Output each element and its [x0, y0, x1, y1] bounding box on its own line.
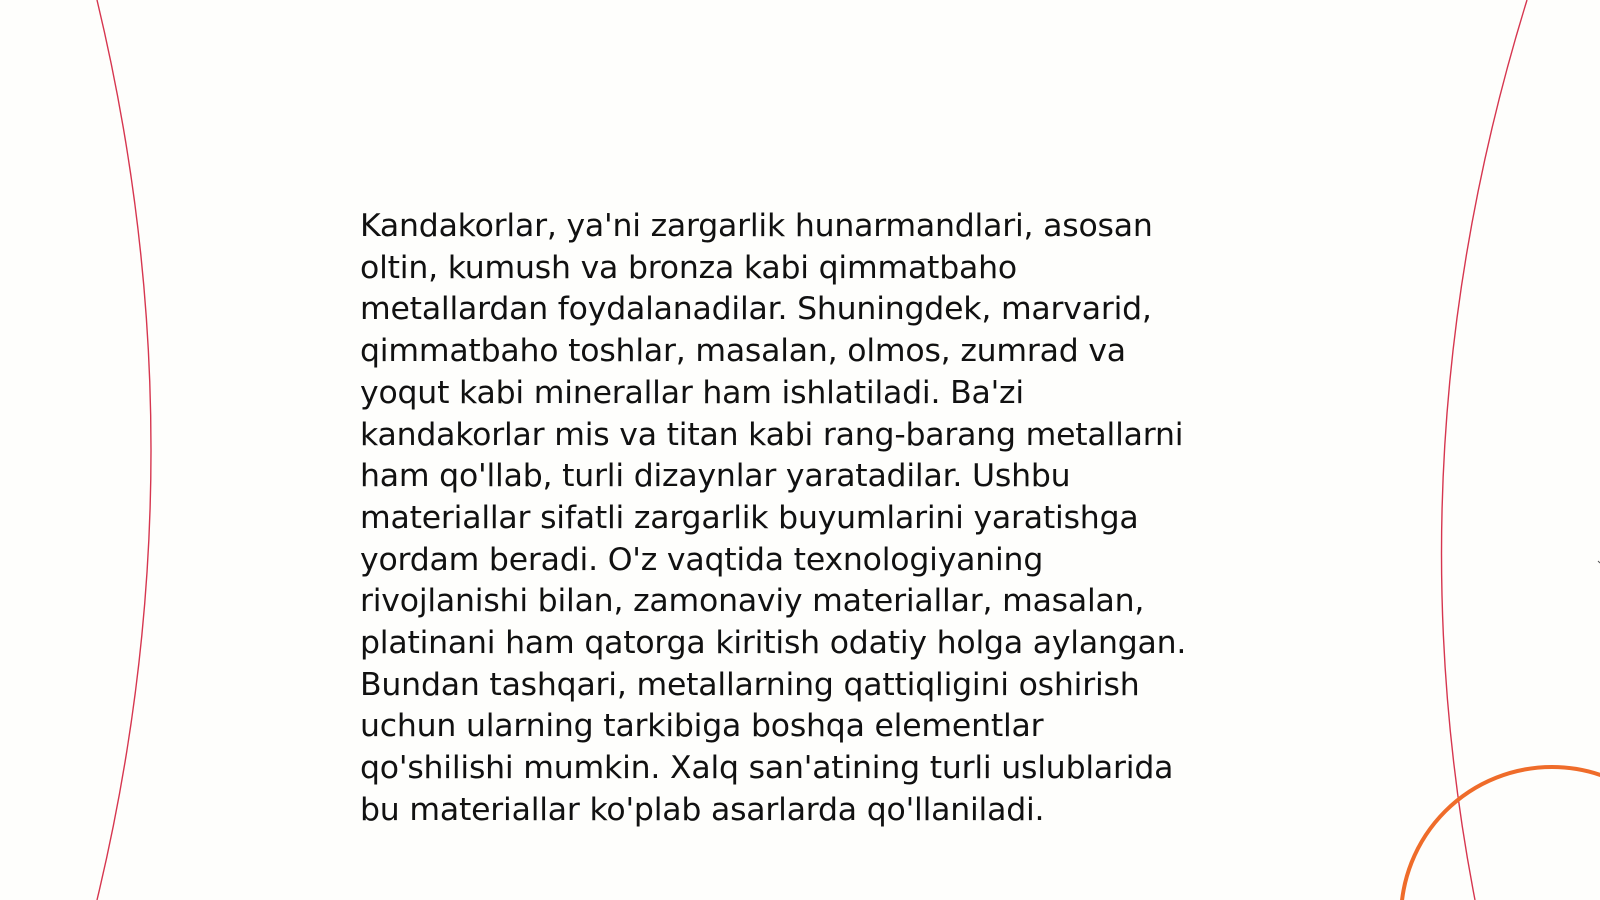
body-text-line: Kandakorlar, ya'ni zargarlik hunarmandlari, asosan [360, 208, 1153, 244]
body-text-line: rivojlanishi bilan, zamonaviy materiallar, masalan, [360, 583, 1145, 620]
left-arc-line [97, 0, 151, 900]
body-text-line: yordam beradi. O'z vaqtida texnologiyaning [360, 541, 1044, 578]
body-text-line: ham qo'llab, turli dizaynlar yaratadilar. Ushbu [360, 458, 1071, 495]
body-text-line: kandakorlar mis va titan kabi rang-barang metallarni [360, 416, 1184, 453]
body-text-line: qo'shilishi mumkin. Xalq san'atining turli uslublarida [360, 750, 1174, 787]
body-text [360, 206, 1240, 832]
right-arc-line [1442, 0, 1527, 900]
body-text-line: bu materiallar ko'plab asarlarda qo'llaniladi. [360, 791, 1045, 828]
body-text-line: oltin, kumush va bronza kabi qimmatbaho [360, 249, 1017, 286]
body-text-line: metallardan foydalanadilar. Shuningdek, marvarid, [360, 291, 1152, 328]
body-text-line: uchun ularning tarkibiga boshqa elementlar [360, 708, 1044, 745]
body-text-line: Bundan tashqari, metallarning qattiqligini oshirish [360, 666, 1140, 703]
body-text-line: materiallar sifatli zargarlik buyumlarini yaratishga [360, 499, 1139, 536]
body-text-line: qimmatbaho toshlar, masalan, olmos, zumrad va [360, 333, 1126, 370]
body-text-line: yoqut kabi minerallar ham ishlatiladi. Ba'zi [360, 374, 1024, 411]
accent-circle-outline [1401, 767, 1600, 900]
body-text-line: platinani ham qatorga kiritish odatiy holga aylangan. [360, 625, 1187, 662]
